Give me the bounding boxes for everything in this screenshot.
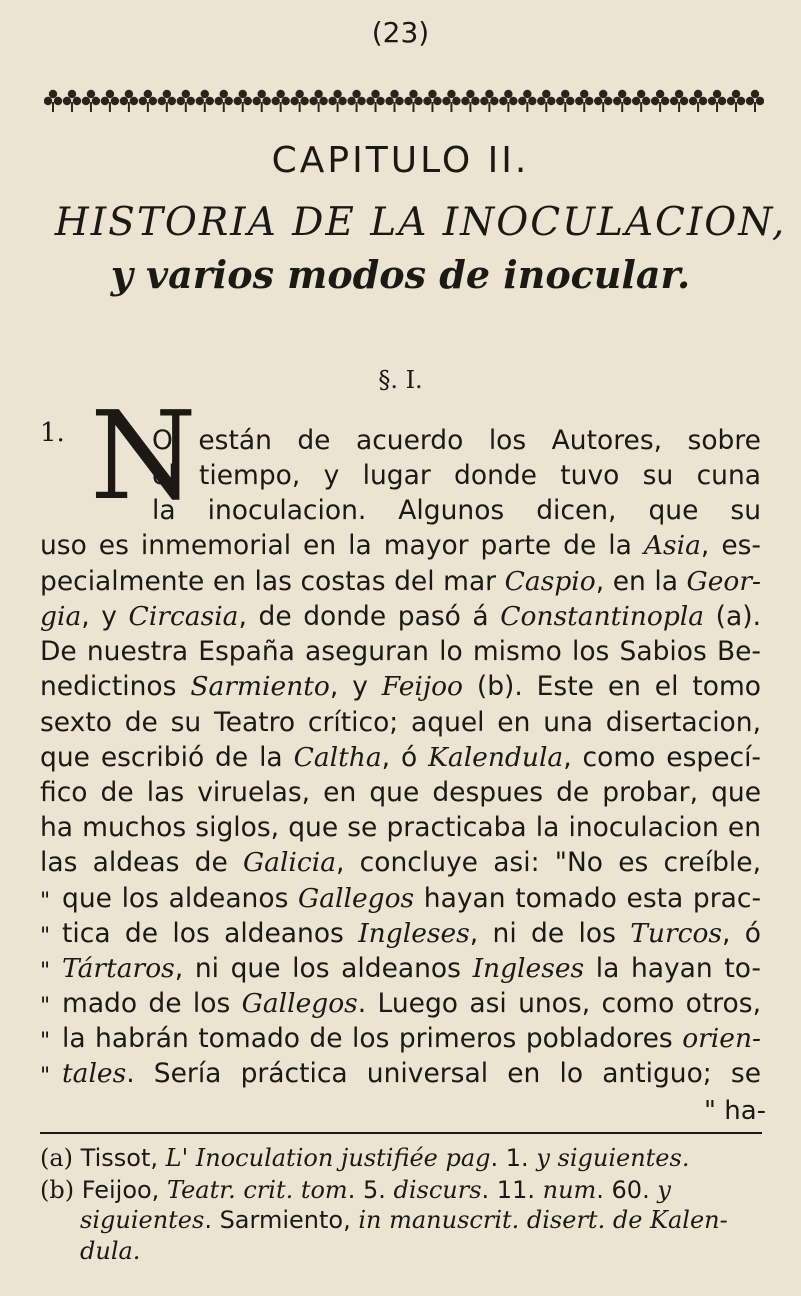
footnote-label: (a) — [40, 1144, 74, 1172]
text-span: , ni que los aldeanos — [174, 953, 473, 984]
chapter-subtitle-continued: y varios modos de inocular. — [110, 252, 691, 297]
italic-text: Caspio — [504, 566, 596, 597]
text-span: . 5. — [347, 1176, 394, 1204]
text-line — [40, 812, 761, 843]
text-span: O están de acuerdo los Autores, sobre — [152, 425, 761, 456]
italic-text: Ingleses — [358, 918, 470, 949]
fleuron-icon — [253, 90, 271, 112]
quote-mark: " — [40, 1064, 51, 1089]
text-span: Feijoo, — [74, 1176, 167, 1204]
text-span: sexto de su Teatro crítico; aquel en una disertacion, — [40, 707, 761, 738]
text-line — [62, 883, 762, 914]
text-span: fico de las viruelas, en que despues de probar, que — [40, 777, 761, 808]
text-span: . Luego asi unos, como otros, — [357, 988, 761, 1019]
fleuron-icon — [708, 90, 726, 112]
italic-text: dula. — [80, 1237, 141, 1265]
italic-text: gia — [40, 601, 82, 632]
text-line — [62, 1058, 761, 1089]
text-span: la inoculacion. Algunos dicen, que su — [152, 495, 761, 526]
italic-text: Feijoo — [381, 671, 463, 702]
text-span: , como especí- — [563, 742, 761, 773]
text-span: , es- — [700, 530, 761, 561]
catchword: " ha- — [704, 1096, 767, 1126]
italic-text: y siguientes. — [536, 1144, 690, 1172]
text-span: Tissot, — [73, 1144, 166, 1172]
fleuron-icon — [518, 90, 536, 112]
text-line — [62, 953, 761, 984]
fleuron-icon — [82, 90, 100, 112]
italic-text: orien- — [682, 1023, 761, 1054]
text-span: , en la — [595, 566, 687, 597]
italic-text: in manuscrit. disert. de Kalen- — [358, 1206, 728, 1234]
fleuron-icon — [404, 90, 422, 112]
text-span: la habrán tomado de los primeros pobladores — [62, 1023, 683, 1054]
text-span: que escribió de la — [40, 742, 294, 773]
text-span: , de donde pasó á — [238, 601, 501, 632]
text-line — [40, 530, 761, 561]
italic-text: L' Inoculation justifiée pag — [165, 1144, 491, 1172]
fleuron-icon — [499, 90, 517, 112]
italic-text: Teatr. crit. tom — [166, 1176, 348, 1204]
text-span: (b). Este en el tomo — [463, 671, 761, 702]
italic-text: num — [542, 1176, 597, 1204]
footnote-rule — [40, 1132, 762, 1134]
text-span: pecialmente en las costas del mar — [40, 566, 505, 597]
fleuron-icon — [575, 90, 593, 112]
text-span: . Sería práctica universal en lo antiguo; se — [126, 1058, 761, 1089]
fleuron-icon — [385, 90, 403, 112]
fleuron-icon — [196, 90, 214, 112]
page-number: (23) — [371, 16, 430, 49]
text-line — [62, 988, 761, 1019]
italic-text: discurs — [393, 1176, 482, 1204]
paragraph-number: 1. — [40, 418, 65, 448]
fleuron-row-icon — [44, 84, 764, 118]
fleuron-icon — [44, 90, 62, 112]
text-line — [40, 566, 761, 597]
text-span: , ó — [722, 918, 762, 949]
text-line — [40, 601, 761, 632]
italic-text: tales — [62, 1058, 127, 1089]
text-span: , y — [329, 671, 382, 702]
text-span: . Sarmiento, — [204, 1206, 359, 1234]
italic-text: Ingleses — [472, 953, 585, 984]
fleuron-icon — [366, 90, 384, 112]
fleuron-icon — [651, 90, 669, 112]
text-line — [62, 1023, 761, 1054]
italic-text: Turcos — [630, 918, 723, 949]
footnote-b — [40, 1178, 671, 1202]
fleuron-icon — [613, 90, 631, 112]
fleuron-icon — [556, 90, 574, 112]
text-span: , ni de los — [469, 918, 631, 949]
text-span: el tiempo, y lugar donde tuvo su cuna — [152, 460, 761, 491]
fleuron-icon — [158, 90, 176, 112]
fleuron-icon — [215, 90, 233, 112]
fleuron-icon — [63, 90, 81, 112]
fleuron-icon — [461, 90, 479, 112]
text-line — [152, 425, 761, 456]
quote-mark: " — [40, 994, 51, 1019]
fleuron-icon — [271, 90, 289, 112]
text-span: nedictinos — [40, 671, 191, 702]
text-line — [152, 495, 761, 526]
italic-text: siguientes — [80, 1206, 205, 1234]
italic-text: y — [657, 1176, 671, 1204]
fleuron-icon — [537, 90, 555, 112]
fleuron-icon — [309, 90, 327, 112]
italic-text: Tártaros — [62, 953, 175, 984]
italic-text: Gallegos — [298, 883, 415, 914]
fleuron-icon — [670, 90, 688, 112]
chapter-subtitle: HISTORIA DE LA INOCULACION, — [54, 200, 787, 245]
text-span: que los aldeanos — [62, 883, 299, 914]
text-span: tica de los aldeanos — [62, 918, 359, 949]
text-line — [40, 777, 761, 808]
text-span: mado de los — [62, 988, 242, 1019]
text-line — [40, 847, 762, 878]
text-span: , concluye asi: "No es creíble, — [336, 847, 762, 878]
fleuron-icon — [290, 90, 308, 112]
italic-text: Kalendula — [428, 742, 564, 773]
text-span: las aldeas de — [40, 847, 243, 878]
fleuron-icon — [120, 90, 138, 112]
italic-text: Sarmiento — [190, 671, 330, 702]
footnote-a — [40, 1146, 689, 1170]
footnote-b-end — [80, 1239, 140, 1263]
italic-text: Caltha — [293, 742, 382, 773]
fleuron-icon — [480, 90, 498, 112]
text-span: ha muchos siglos, que se practicaba la inoculacion en — [40, 812, 761, 843]
italic-text: Galicia — [242, 847, 337, 878]
italic-text: Constantinopla — [500, 601, 705, 632]
text-span: De nuestra España aseguran lo mismo los Sabios Be- — [40, 636, 761, 667]
footnote-label: (b) — [40, 1176, 75, 1204]
text-span: (a). — [704, 601, 761, 632]
fleuron-icon — [632, 90, 650, 112]
fleuron-icon — [423, 90, 441, 112]
quote-mark: " — [40, 1029, 51, 1054]
italic-text: Geor- — [686, 566, 761, 597]
text-span: . 60. — [596, 1176, 658, 1204]
fleuron-icon — [177, 90, 195, 112]
text-span: la hayan to- — [584, 953, 761, 984]
text-span: . 11. — [481, 1176, 543, 1204]
text-line — [40, 742, 761, 773]
text-line — [40, 636, 761, 667]
fleuron-icon — [347, 90, 365, 112]
drop-cap: N — [90, 385, 197, 527]
italic-text: Gallegos — [241, 988, 358, 1019]
text-span: hayan tomado esta prac- — [414, 883, 762, 914]
fleuron-icon — [101, 90, 119, 112]
footnote-b-continued — [80, 1208, 728, 1232]
italic-text: Circasia — [128, 601, 239, 632]
quote-mark: " — [40, 924, 51, 949]
quote-mark: " — [40, 959, 51, 984]
fleuron-icon — [594, 90, 612, 112]
fleuron-icon — [689, 90, 707, 112]
text-span: , y — [81, 601, 129, 632]
text-line — [40, 707, 761, 738]
text-span: , ó — [381, 742, 429, 773]
text-line — [62, 918, 762, 949]
fleuron-icon — [442, 90, 460, 112]
text-line — [40, 671, 761, 702]
section-mark: §. I. — [378, 366, 423, 394]
text-span: . 1. — [490, 1144, 537, 1172]
quote-mark: " — [40, 889, 51, 914]
fleuron-icon — [234, 90, 252, 112]
chapter-title: CAPITULO II. — [271, 140, 530, 181]
text-line — [152, 460, 761, 491]
text-span: uso es inmemorial en la mayor parte de la — [40, 530, 644, 561]
fleuron-icon — [139, 90, 157, 112]
fleuron-icon — [328, 90, 346, 112]
fleuron-icon — [746, 90, 764, 112]
italic-text: Asia — [643, 530, 701, 561]
fleuron-icon — [727, 90, 745, 112]
